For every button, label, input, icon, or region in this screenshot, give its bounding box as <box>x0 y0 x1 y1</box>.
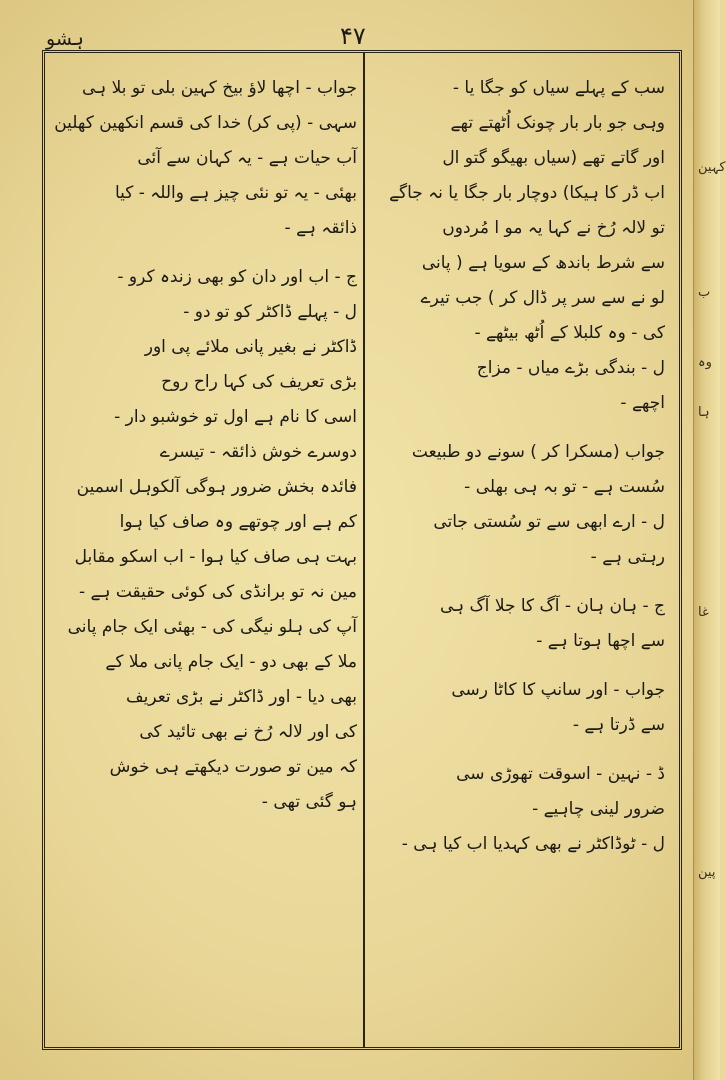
text-line: ل - ارے ابھی سے تو سُستی جاتی <box>433 512 665 532</box>
text-line: سے اچھا ہوتا ہے - <box>536 631 665 651</box>
text-line: سے شرط باندھ کے سویا ہے ( پانی <box>421 253 665 273</box>
edge-fragment: کہین <box>698 160 726 175</box>
text-line: اور گاتے تھے (سیاں بھیگو گتو ال <box>442 148 665 168</box>
text-line: لو نے سے سر پر ڈال کر ) جب تیرے <box>420 288 665 308</box>
text-line: ل - ٹوڈاکٹر نے بھی کہدیا اب کیا ہی - <box>401 834 665 854</box>
right-column <box>383 71 665 1035</box>
text-line: بھی دیا - اور ڈاکٹر نے بڑی تعریف <box>126 687 357 707</box>
page-number: ۴۷ <box>340 22 366 50</box>
text-line: ج - ہان ہان - آگ کا جلا آگ ہی <box>439 596 665 616</box>
text-line: وہی جو بار بار چونک اُٹھتے تھے <box>450 113 665 133</box>
text-line: ذائقہ ہے - <box>284 218 357 238</box>
text-line: سُست ہے - تو بہ ہی بھلی - <box>464 477 665 497</box>
text-line: ل - بندگی بڑے میاں - مزاج <box>476 358 665 378</box>
edge-fragment: ہا <box>698 405 710 420</box>
text-line: بہت ہی صاف کیا ہوا - اب اسکو مقابل <box>74 547 357 567</box>
text-line: ملا کے بھی دو - ایک جام پانی ملا کے <box>105 652 357 672</box>
text-line: آب حیات ہے - یہ کہان سے آئی <box>137 148 357 168</box>
text-line: کی - وہ کلبلا کے اُٹھ بیٹھے - <box>474 323 665 343</box>
text-line: اب ڈر کا ہیکا) دوچار بار جگا یا نہ جاگے <box>389 183 665 203</box>
text-line: سب کے پہلے سیاں کو جگا یا - <box>452 78 665 98</box>
adjacent-page-edge <box>693 0 726 1080</box>
text-frame <box>42 50 682 1050</box>
text-line: ہو گئی تھی - <box>261 792 357 812</box>
text-line: کہ مین تو صورت دیکھتے ہی خوش <box>109 757 357 777</box>
text-line: بڑی تعریف کی کہا راح روح <box>161 372 357 392</box>
text-line: رہتی ہے - <box>590 547 665 567</box>
edge-fragment: ب <box>698 285 711 300</box>
text-line: کم ہے اور چوتھے وہ صاف کیا ہوا <box>119 512 357 532</box>
text-line: جواب (مسکرا کر ) سونے دو طبیعت <box>411 442 665 462</box>
text-line: ڈ - نہین - اسوقت تھوڑی سی <box>456 764 665 784</box>
text-line: اچھے - <box>620 393 665 413</box>
text-line: آپ کی ہلو نیگی کی - بھئی ایک جام پانی <box>67 617 357 637</box>
text-line: بھئی - یہ تو نئی چیز ہے واللہ - کیا <box>114 183 357 203</box>
text-line: سے ڈرتا ہے - <box>572 715 665 735</box>
left-column <box>54 71 357 1035</box>
text-line: تو لالہ رُخ نے کہا یہ مو ا مُردوں <box>442 218 665 238</box>
text-line: ل - پہلے ڈاکٹر کو تو دو - <box>183 302 357 322</box>
edge-fragment: پین <box>698 865 716 880</box>
text-line: سہی - (پی کر) خدا کی قسم انکھین کھلین <box>54 113 357 133</box>
edge-fragment: وہ <box>698 355 712 370</box>
text-line: کی اور لالہ رُخ نے بھی تائید کی <box>139 722 357 742</box>
text-line: ضرور لینی چاہیے - <box>532 799 665 819</box>
text-line: جواب - اور سانپ کا کاٹا رسی <box>451 680 665 700</box>
running-head: ہشو <box>46 28 84 50</box>
text-line: فائدہ بخش ضرور ہوگی آلکوہل اسمین <box>76 477 357 497</box>
text-line: ڈاکٹر نے بغیر پانی ملائے پی اور <box>144 337 357 357</box>
text-line: ج - اب اور دان کو بھی زندہ کرو - <box>117 267 357 287</box>
column-divider <box>363 53 365 1047</box>
text-line: دوسرے خوش ذائقہ - تیسرے <box>159 442 357 462</box>
text-line: اسی کا نام ہے اول تو خوشبو دار - <box>114 407 357 427</box>
text-line: جواب - اچھا لاؤ بیخ کہین بلی تو بلا ہی <box>82 78 357 98</box>
text-line: مین نہ تو برانڈی کی کوئی حقیقت ہے - <box>78 582 357 602</box>
edge-fragment: غا <box>698 605 709 620</box>
